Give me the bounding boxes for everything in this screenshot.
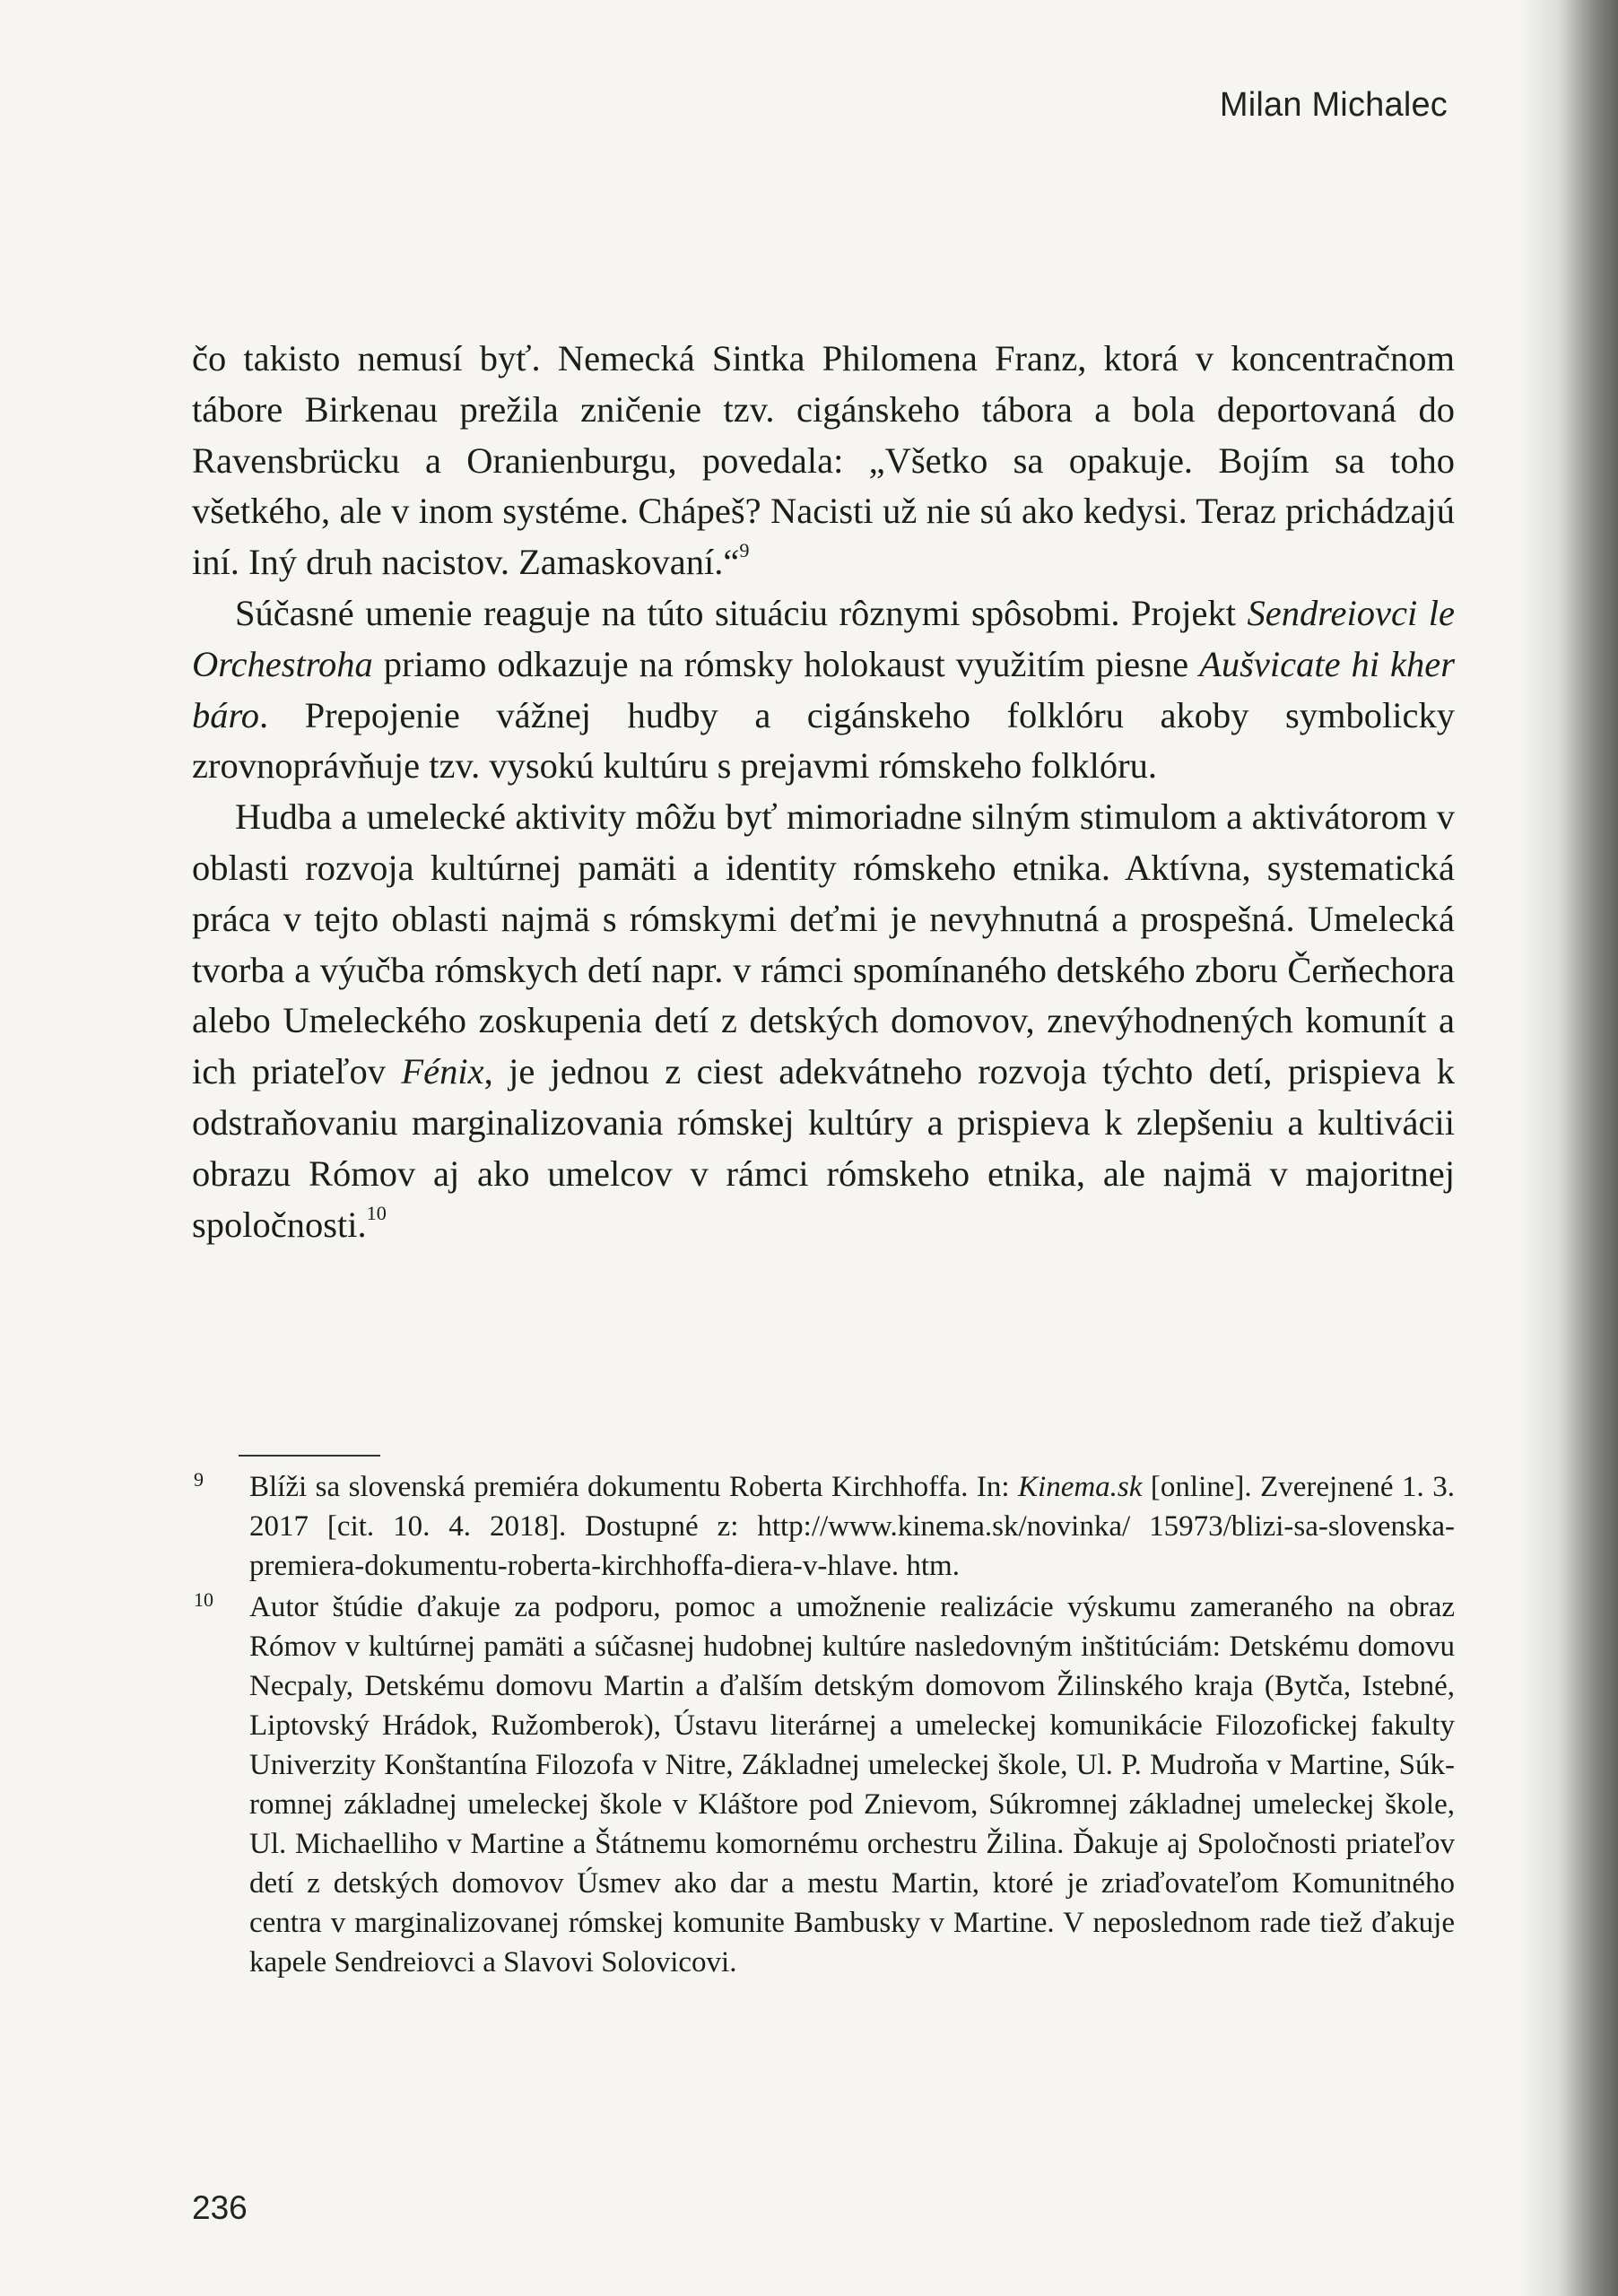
footnotes: [192, 1467, 1455, 1982]
footnote-number: 9: [194, 1468, 204, 1491]
footnote-number: 10: [194, 1588, 213, 1611]
running-head-author: Milan Michalec: [1219, 86, 1448, 124]
main-text: [192, 334, 1455, 1250]
footnote-text-part: Blíži sa slovenská premiéra dokumentu Roberta Kirchhoffa. In:: [249, 1471, 1019, 1503]
source-name: Kinema.sk: [1018, 1471, 1143, 1503]
footnote-text: [249, 1467, 1455, 1586]
paragraph-1: [192, 334, 1455, 588]
page-number: 236: [192, 2189, 248, 2226]
footnote-ref-10[interactable]: 10: [366, 1201, 387, 1224]
song-title: Aušvicate hi kher báro: [192, 643, 1455, 735]
paragraph-1-text: čo takisto nemusí byť. Nemecká Sintka Philomena Franz, ktorá v koncentračnom tábore Birkenau prežila zničenie tzv. cigánskeho tábora a bola deportovaná do Ravensbrücku a Oranienburgu, povedala: „Všetko sa opakuje. Bojím sa toho všetkého, ale v inom systéme. Chápeš? Nacisti už nie sú ako kedysi. Teraz prichádzajú iní. Iný druh nacistov. Zamaskovaní.“: [192, 338, 1455, 583]
footnote-text: Autor štúdie ďakuje za podporu, pomoc a umožnenie realizácie výskumu zameraného na obraz Rómov v kultúrnej pamäti a súčasnej hudobnej kultúre nasledovným inštitúciám: Detskému domovu Necpaly, Detskému domovu Martin a ďalším detským domovom Žilinského kraja (Bytča, Istebné, Liptovský Hrádok, Ružomberok), Ústavu literárnej a umeleckej komunikácie Filozofickej fakulty Univerzity Konštantína Filozofa v Nitre, Základnej umeleckej škole, Ul. P. Mudroňa v Martine, Súkromnej základnej umeleckej škole v Kláštore pod Znievom, Súkromnej základnej umeleckej škole, Ul. Michaelliho v Martine a Štátnemu komornému orchestru Žilina. Ďakuje aj Spoločnosti priateľov detí z detských domovov Úsmev ako dar a mestu Martin, ktoré je zriaďovateľom Komunitného centra v marginalizovanej rómskej komunite Bambusky v Martine. V neposlednom rade tiež ďakuje kapele Sendreiovci a Slavovi Solovicovi.: [249, 1591, 1455, 1979]
paragraph-2-text: priamo odkazuje na rómsky holokaust využitím piesne: [372, 643, 1200, 684]
paragraph-2-text: . Prepojenie vážnej hudby a cigánskeho folklóru akoby symbolicky zrovnoprávňuje tzv. vysokú kultúru s prejavmi rómskeho folklóru.: [192, 694, 1455, 787]
project-title: Sendreiovci le Orchestroha: [192, 592, 1455, 684]
footnote-9: [192, 1467, 1455, 1586]
paragraph-3-text: Hudba a umelecké aktivity môžu byť mimoriadne silným stimulom a aktivátorom v oblasti rozvoja kultúrnej pamäti a identity rómskeho etnika. Aktívna, systematická práca v tejto oblasti najmä s rómskymi deťmi je nevyhnutná a prospešná. Umelecká tvorba a výučba rómskych detí napr. v rámci spomínaného detského zboru Čerňechora alebo Umeleckého zoskupenia detí z detských domovov, znevýhodnených komunít a ich priateľov: [192, 796, 1455, 1092]
paragraph-3-text: , je jednou z ciest adekvátneho rozvoja týchto detí, prispieva k odstraňovaniu marginalizovania rómskej kultúry a prispieva k zlepšeniu a kultivácii obrazu Rómov aj ako umelcov v rámci rómskeho etnika, ale najmä v majoritnej spoločnosti.: [192, 1051, 1455, 1245]
scan-edge-shadow: [1519, 0, 1618, 2296]
footnote-10: [192, 1587, 1455, 1982]
paragraph-3: [192, 792, 1455, 1250]
paragraph-2: [192, 588, 1455, 792]
ensemble-name: Fénix: [401, 1051, 484, 1092]
footnote-separator: [239, 1455, 380, 1457]
paragraph-2-text: Súčasné umenie reaguje na túto situáciu rôznymi spôsobmi. Projekt: [235, 592, 1248, 633]
footnote-ref-9[interactable]: 9: [739, 539, 750, 562]
footnote-text-part: [online]. Zverejnené 1. 3. 2017 [cit. 10. 4. 2018]. Dostupné z: http://www.kinema.sk/novinka/ 15973/blizi-sa-slovenska-premiera-dokumentu-roberta-kirchhoffa-diera-v-hlave. htm.: [249, 1471, 1456, 1582]
